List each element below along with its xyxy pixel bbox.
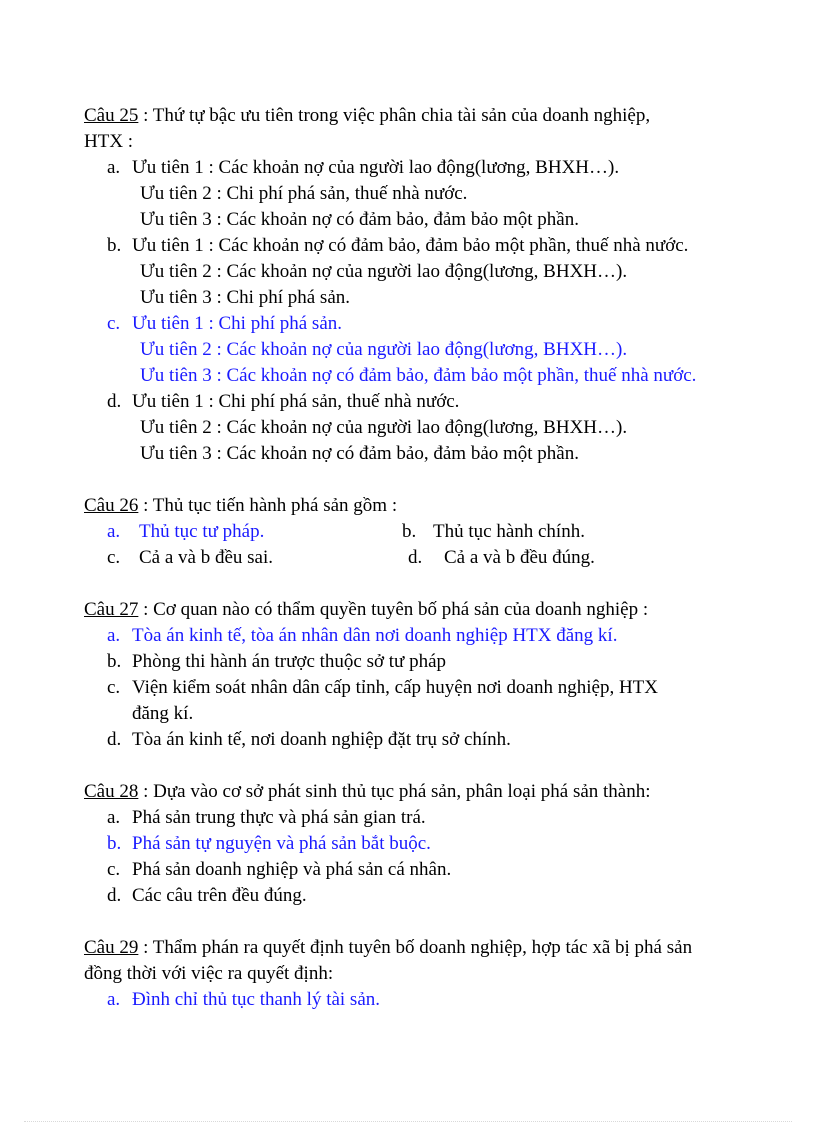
option-line-answer: Thủ tục tư pháp.	[139, 521, 265, 542]
question-29-prompt	[84, 935, 692, 961]
option-letter-answer: a.	[107, 989, 121, 1010]
question-text: : Thẩm phán ra quyết định tuyên bố doanh nghiệp, hợp tác xã bị phá sản	[138, 937, 693, 958]
option-line-answer: Phá sản tự nguyện và phá sản bắt buộc.	[132, 833, 431, 854]
option-line: đăng kí.	[132, 703, 194, 724]
option-line: Viện kiểm soát nhân dân cấp tỉnh, cấp huyện nơi doanh nghiệp, HTX	[132, 677, 658, 698]
question-label: Câu 26	[84, 495, 139, 516]
page-bottom-rule	[24, 1121, 792, 1122]
option-letter-answer: a.	[107, 625, 121, 646]
option-letter: c.	[107, 859, 121, 880]
option-letter: b.	[107, 651, 122, 672]
option-line: Ưu tiên 3 : Các khoản nợ có đảm bảo, đảm bảo một phần.	[140, 443, 579, 464]
question-text: : Thứ tự bậc ưu tiên trong việc phân chia tài sản của doanh nghiệp,	[138, 105, 651, 126]
question-28-prompt	[84, 779, 651, 805]
option-letter: c.	[107, 547, 121, 568]
question-26-prompt	[84, 493, 397, 519]
question-text: : Cơ quan nào có thẩm quyền tuyên bố phá sản của doanh nghiệp :	[138, 599, 649, 620]
question-text: : Thủ tục tiến hành phá sản gồm :	[138, 495, 398, 516]
option-letter: d.	[107, 729, 122, 750]
option-line-answer: Ưu tiên 3 : Các khoản nợ có đảm bảo, đảm bảo một phần, thuế nhà nước.	[140, 365, 697, 386]
option-letter: d.	[408, 547, 423, 568]
question-25-prompt	[84, 103, 650, 129]
question-label: Câu 29	[84, 937, 139, 958]
option-line: Ưu tiên 2 : Chi phí phá sản, thuế nhà nước.	[140, 183, 468, 204]
option-letter: c.	[107, 677, 121, 698]
option-line: Các câu trên đều đúng.	[132, 885, 307, 906]
option-letter: b.	[402, 521, 417, 542]
option-line: Cả a và b đều sai.	[139, 547, 274, 568]
option-letter-answer: b.	[107, 833, 122, 854]
option-line: Ưu tiên 2 : Các khoản nợ của người lao động(lương, BHXH…).	[140, 417, 628, 438]
option-line: Tòa án kinh tế, nơi doanh nghiệp đặt trụ sở chính.	[132, 729, 511, 750]
option-line: Phá sản doanh nghiệp và phá sản cá nhân.	[132, 859, 452, 880]
option-line: Thủ tục hành chính.	[433, 521, 585, 542]
option-letter: a.	[107, 157, 121, 178]
option-letter: d.	[107, 391, 122, 412]
question-29-prompt-cont: đồng thời với việc ra quyết định:	[84, 963, 334, 984]
question-label: Câu 27	[84, 599, 139, 620]
option-line: Ưu tiên 2 : Các khoản nợ của người lao động(lương, BHXH…).	[140, 261, 628, 282]
question-label: Câu 25	[84, 105, 139, 126]
option-letter-answer: a.	[107, 521, 121, 542]
option-letter: b.	[107, 235, 122, 256]
option-line: Ưu tiên 1 : Các khoản nợ của người lao động(lương, BHXH…).	[132, 157, 620, 178]
question-text: : Dựa vào cơ sở phát sinh thủ tục phá sản, phân loại phá sản thành:	[138, 781, 651, 802]
question-25-prompt-cont: HTX :	[84, 131, 134, 152]
option-line: Ưu tiên 3 : Chi phí phá sản.	[140, 287, 351, 308]
option-line-answer: Đình chỉ thủ tục thanh lý tài sản.	[132, 989, 381, 1010]
option-line-answer: Ưu tiên 2 : Các khoản nợ của người lao động(lương, BHXH…).	[140, 339, 628, 360]
option-letter: d.	[107, 885, 122, 906]
question-label: Câu 28	[84, 781, 139, 802]
option-letter: a.	[107, 807, 121, 828]
option-line: Ưu tiên 3 : Các khoản nợ có đảm bảo, đảm bảo một phần.	[140, 209, 579, 230]
option-line-answer: Tòa án kinh tế, tòa án nhân dân nơi doanh nghiệp HTX đăng kí.	[132, 625, 618, 646]
option-line: Phòng thi hành án trược thuộc sở tư pháp	[132, 651, 447, 672]
question-27-prompt	[84, 597, 648, 623]
option-line: Ưu tiên 1 : Các khoản nợ có đảm bảo, đảm bảo một phần, thuế nhà nước.	[132, 235, 689, 256]
option-line: Cả a và b đều đúng.	[444, 547, 595, 568]
option-line: Ưu tiên 1 : Chi phí phá sản, thuế nhà nước.	[132, 391, 460, 412]
option-letter-answer: c.	[107, 313, 121, 334]
option-line-answer: Ưu tiên 1 : Chi phí phá sản.	[132, 313, 343, 334]
option-line: Phá sản trung thực và phá sản gian trá.	[132, 807, 426, 828]
